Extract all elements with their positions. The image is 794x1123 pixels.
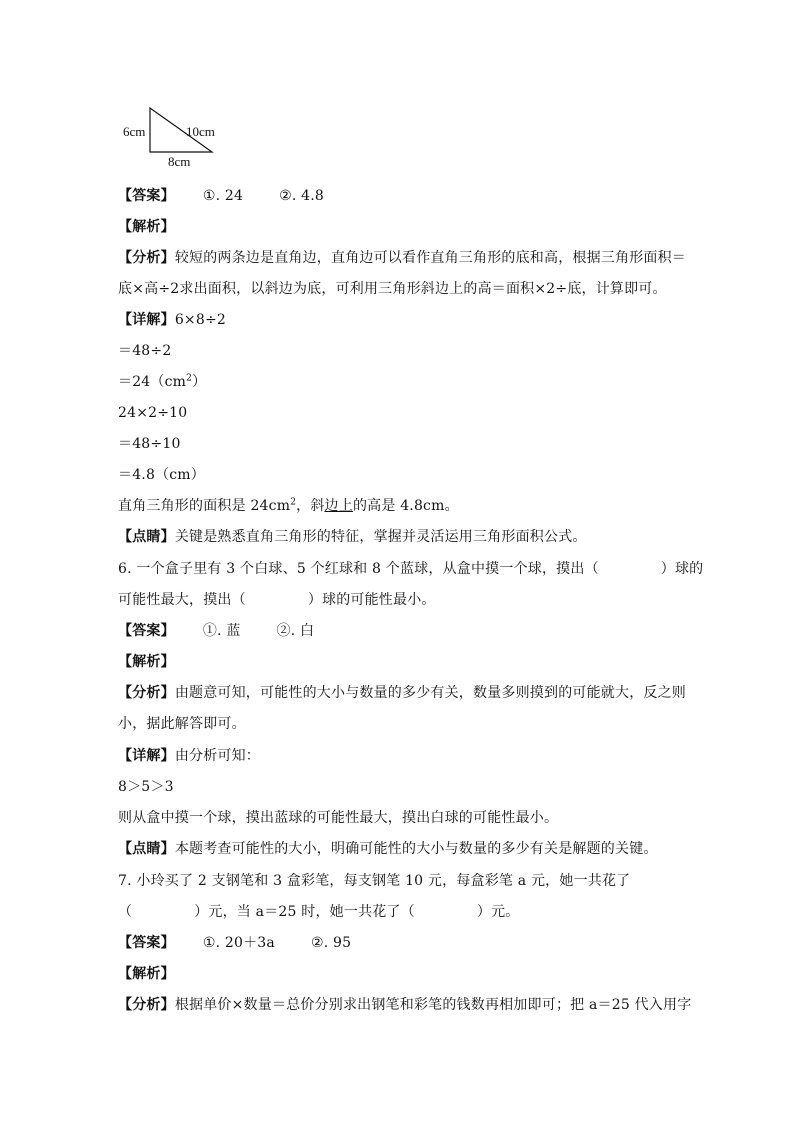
q6-answer-line bbox=[118, 621, 314, 641]
q6-stem-line-2 bbox=[118, 590, 436, 610]
superscript: 2 bbox=[290, 497, 297, 508]
analysis-tag: 【分析】 bbox=[118, 685, 175, 701]
q6-point bbox=[118, 839, 658, 859]
q6-stem-line-1 bbox=[118, 559, 703, 579]
q7-stem-line-2 bbox=[118, 902, 519, 922]
triangle-hypotenuse-label: 10cm bbox=[186, 124, 215, 139]
q7-stem-line-1: 7. 小玲买了 2 支钢笔和 3 盒彩笔，每支钢笔 10 元，每盒彩笔 a 元，她一共花了 bbox=[118, 873, 631, 889]
answer-2: ②. 4.8 bbox=[279, 188, 324, 204]
q5-calc-2: ＝48÷2 bbox=[118, 343, 172, 359]
analysis-text: 较短的两条边是直角边，直角边可以看作直角三角形的底和高，根据三角形面积＝ bbox=[174, 250, 687, 266]
detail-tag: 【详解】 bbox=[118, 748, 175, 764]
answer-tag: 【答案】 bbox=[118, 623, 175, 639]
q5-calc-5: ＝48÷10 bbox=[118, 436, 181, 452]
q5-calc-3 bbox=[118, 372, 206, 392]
point-tag: 【点睛】 bbox=[118, 529, 175, 545]
q5-calc-4: 24×2÷10 bbox=[118, 405, 188, 421]
q7-analysis-heading: 【解析】 bbox=[118, 966, 175, 982]
q6-detail-3: 则从盒中摸一个球，摸出蓝球的可能性最大，摸出白球的可能性最小。 bbox=[118, 810, 559, 826]
q5-calc-6: ＝4.8（cm） bbox=[118, 467, 205, 483]
analysis-tag: 【分析】 bbox=[118, 997, 175, 1013]
q6-detail-line bbox=[118, 746, 260, 766]
q7-answer-line bbox=[118, 933, 351, 953]
stem-text: ）球的 bbox=[660, 561, 704, 577]
q5-answer-line bbox=[118, 186, 324, 206]
underlined-text: 边上 bbox=[324, 498, 353, 514]
q5-analysis-heading: 【解析】 bbox=[118, 219, 175, 235]
analysis-tag: 【分析】 bbox=[118, 250, 175, 266]
calc-text: ＝24（cm bbox=[118, 374, 187, 390]
triangle-side-left-label: 6cm bbox=[123, 124, 146, 139]
point-tag: 【点睛】 bbox=[118, 841, 175, 857]
stem-text: 可能性最大，摸出（ bbox=[118, 592, 246, 608]
answer-1: ①. 蓝 bbox=[202, 623, 241, 639]
q5-conclusion bbox=[118, 496, 459, 516]
point-text: 本题考查可能性的大小，明确可能性的大小与数量的多少有关是解题的关键。 bbox=[174, 841, 658, 857]
conclusion-text: 的高是 4.8cm。 bbox=[352, 498, 459, 514]
q5-analysis-line-1 bbox=[118, 248, 686, 268]
q5-analysis-line-2: 底×高÷2求出面积，以斜边为底，可利用三角形斜边上的高＝面积×2÷底，计算即可。 bbox=[118, 281, 667, 297]
answer-1: ①. 24 bbox=[202, 188, 244, 204]
detail-tag: 【详解】 bbox=[118, 312, 175, 328]
calc-step: 6×8÷2 bbox=[174, 312, 226, 328]
conclusion-text: ，斜 bbox=[296, 498, 325, 514]
detail-text: 由分析可知： bbox=[174, 748, 261, 764]
q6-analysis-line-2: 小，据此解答即可。 bbox=[118, 716, 246, 732]
q6-analysis-heading: 【解析】 bbox=[118, 654, 175, 670]
stem-text: ）球的可能性最小。 bbox=[307, 592, 436, 608]
analysis-text: 由题意可知，可能性的大小与数量的多少有关，数量多则摸到的可能就大，反之则 bbox=[174, 685, 687, 701]
calc-text: ） bbox=[192, 374, 207, 390]
answer-tag: 【答案】 bbox=[118, 935, 175, 951]
superscript: 2 bbox=[186, 373, 193, 384]
q5-point bbox=[118, 527, 587, 547]
q7-analysis-line-1 bbox=[118, 995, 691, 1015]
answer-2: ②. 95 bbox=[310, 935, 352, 951]
point-text: 关键是熟悉直角三角形的特征，掌握并灵活运用三角形面积公式。 bbox=[174, 529, 587, 545]
analysis-text: 根据单价×数量＝总价分别求出钢笔和彩笔的钱数再相加即可；把 a＝25 代入用字 bbox=[174, 997, 692, 1013]
stem-text: 6. 一个盒子里有 3 个白球、5 个红球和 8 个蓝球，从盒中摸一个球，摸出（ bbox=[118, 561, 599, 577]
stem-text: （ bbox=[118, 904, 133, 920]
q5-detail-line bbox=[118, 310, 226, 330]
answer-2: ②. 白 bbox=[276, 623, 315, 639]
q6-detail-2: 8＞5＞3 bbox=[118, 779, 174, 795]
q6-analysis-line-1 bbox=[118, 683, 686, 703]
conclusion-text: 直角三角形的面积是 24cm bbox=[118, 498, 291, 514]
answer-tag: 【答案】 bbox=[118, 188, 175, 204]
triangle-base-label: 8cm bbox=[168, 154, 191, 169]
stem-text: ）元。 bbox=[476, 904, 520, 920]
answer-1: ①. 20＋3a bbox=[202, 935, 275, 951]
stem-text: ）元，当 a＝25 时，她一共花了（ bbox=[194, 904, 415, 920]
